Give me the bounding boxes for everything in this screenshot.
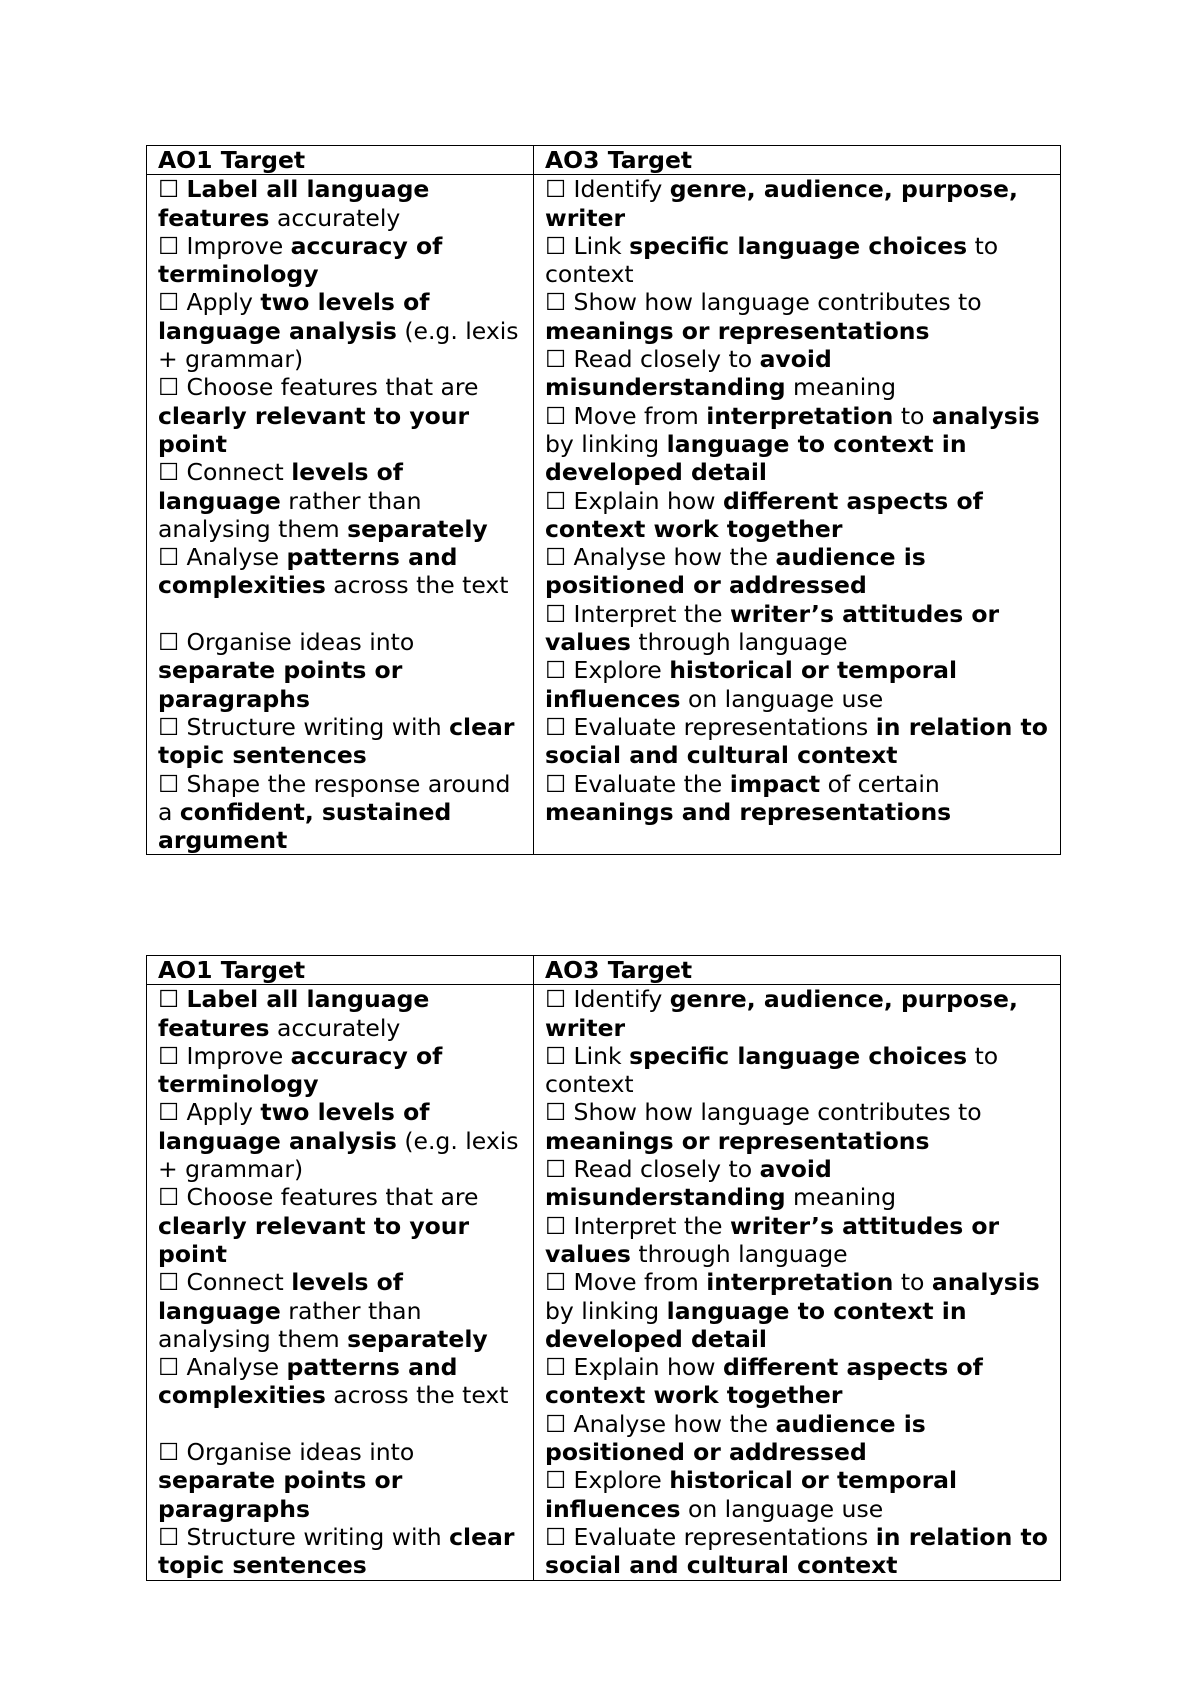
bold-text: separately	[347, 514, 488, 543]
checklist-item	[545, 232, 1051, 289]
bold-text: in relation to social and cultural context	[545, 712, 1048, 770]
text: ☐ Identify	[545, 175, 670, 204]
text: rather than analysing them	[158, 1296, 422, 1353]
bold-text: historical or temporal influences	[545, 656, 958, 713]
text: ☐ Evaluate representations	[545, 1522, 876, 1551]
target-table	[146, 145, 1061, 855]
text: ☐ Connect	[158, 458, 292, 487]
checklist-item	[158, 1523, 524, 1580]
bold-text: specific language choices	[629, 231, 968, 260]
bold-text: audience is positioned or addressed	[545, 543, 926, 600]
bold-text: historical or temporal influences	[545, 1466, 958, 1523]
bold-text: two levels of language analysis	[158, 1098, 430, 1155]
checklist-item	[158, 1042, 524, 1099]
checklist-item	[158, 1438, 524, 1523]
text: accurately	[269, 1013, 401, 1042]
bold-text: meanings or representations	[545, 316, 930, 345]
checklist-item	[545, 713, 1051, 770]
checklist-item	[158, 770, 524, 855]
checklist-item	[158, 1183, 524, 1268]
checklist-item	[158, 175, 524, 232]
bold-text: clearly relevant to your point	[158, 1211, 470, 1268]
ao3-target-list	[534, 175, 1061, 855]
text: ☐ Improve	[158, 1041, 291, 1070]
checklist-item	[158, 1098, 524, 1183]
ao1-target-list	[147, 985, 534, 1580]
checklist-item	[545, 1212, 1051, 1269]
text: on language use	[680, 1494, 884, 1523]
checklist-item	[158, 628, 524, 713]
checklist-item	[545, 1268, 1051, 1353]
text: to context	[545, 1041, 999, 1099]
bold-text: writer’s attitudes or values	[545, 599, 1000, 657]
bold-text: genre, audience, purpose, writer	[545, 985, 1018, 1042]
text: ☐ Explain how	[545, 486, 723, 515]
checklist-item	[545, 1098, 1051, 1155]
bold-text: levels of language	[158, 458, 404, 515]
text: ☐ Choose features that are	[158, 373, 479, 402]
bold-text: language to context in developed detail	[545, 1296, 967, 1353]
checklist-item	[158, 373, 524, 458]
bold-text: audience is positioned or addressed	[545, 1409, 926, 1467]
text: to	[893, 401, 932, 430]
bold-text: separate points or paragraphs	[158, 1466, 403, 1523]
checklist-item	[545, 1466, 1051, 1523]
text: ☐ Evaluate the	[545, 769, 730, 798]
text: of certain	[820, 769, 940, 798]
bold-text: interpretation	[706, 401, 894, 430]
text: on language use	[680, 684, 884, 713]
checklist-item	[545, 1042, 1051, 1099]
bold-text: in relation to social and cultural context	[545, 1522, 1048, 1580]
text: ☐ Explore	[545, 1466, 670, 1495]
blank-line	[158, 1410, 524, 1438]
text: by linking	[545, 1296, 667, 1325]
text: ☐ Show how language contributes to	[545, 288, 982, 317]
text: to	[893, 1268, 932, 1297]
text: ☐ Structure writing with	[158, 712, 450, 741]
bold-text: avoid misunderstanding	[545, 1155, 832, 1212]
text: ☐ Analyse	[158, 1353, 287, 1382]
text: by linking	[545, 429, 667, 458]
bold-text: Label all language features	[158, 985, 430, 1042]
text: ☐ Shape the response around a	[158, 769, 511, 826]
bold-text: clear topic sentences	[158, 712, 515, 770]
target-table	[146, 955, 1061, 1581]
bold-text: accuracy of terminology	[158, 1041, 443, 1099]
checklist-item	[545, 985, 1051, 1042]
checklist-item	[545, 175, 1051, 232]
text: ☐ Read closely to	[545, 345, 760, 374]
bold-text: avoid misunderstanding	[545, 345, 832, 402]
text: ☐	[158, 175, 187, 204]
text: ☐ Choose features that are	[158, 1183, 479, 1212]
text: meaning	[785, 373, 897, 402]
ao3-header: AO3 Target	[534, 956, 1061, 985]
bold-text: impact	[729, 769, 821, 798]
checklist-item	[545, 1155, 1051, 1212]
text: ☐ Link	[545, 231, 630, 260]
bold-text: analysis	[931, 401, 1040, 430]
checklist-item	[545, 345, 1051, 402]
bold-text: separately	[347, 1324, 488, 1353]
checklist-item	[158, 543, 524, 600]
text: through language	[630, 1239, 848, 1268]
text: ☐ Explore	[545, 656, 670, 685]
text: rather than analysing them	[158, 486, 422, 543]
bold-text: levels of language	[158, 1268, 404, 1325]
bold-text: confident, sustained argument	[158, 797, 452, 855]
checklist-item	[158, 1353, 524, 1410]
checklist-item	[545, 1353, 1051, 1410]
checklist-item	[545, 770, 1051, 827]
text: ☐ Connect	[158, 1268, 292, 1297]
bold-text: language to context in developed detail	[545, 429, 967, 487]
checklist-item	[158, 288, 524, 373]
table-header-row	[147, 146, 1061, 175]
checklist-item	[545, 543, 1051, 600]
checklist-item	[158, 458, 524, 543]
text: ☐	[158, 985, 187, 1014]
text: through language	[630, 628, 848, 657]
bold-text: writer’s attitudes or values	[545, 1211, 1000, 1268]
bold-text: patterns and complexities	[158, 1353, 458, 1410]
text: accurately	[269, 203, 401, 232]
checklist-item	[545, 656, 1051, 713]
text: ☐ Structure writing with	[158, 1522, 450, 1551]
text: ☐ Identify	[545, 985, 670, 1014]
text: ☐ Organise ideas into	[158, 628, 415, 657]
bold-text: two levels of language analysis	[158, 288, 430, 345]
checklist-item	[545, 1523, 1051, 1580]
ao3-header: AO3 Target	[534, 146, 1061, 175]
bold-text: meanings and representations	[545, 797, 952, 826]
text: across the text	[325, 571, 509, 600]
text: ☐ Link	[545, 1041, 630, 1070]
bold-text: separate points or paragraphs	[158, 656, 403, 713]
table-body-row	[147, 985, 1061, 1580]
checklist-item	[158, 713, 524, 770]
text: ☐ Move from	[545, 401, 707, 430]
bold-text: meanings or representations	[545, 1126, 930, 1155]
bold-text: analysis	[931, 1268, 1040, 1297]
text: ☐ Move from	[545, 1268, 707, 1297]
checklist-item	[158, 1268, 524, 1353]
bold-text: different aspects of context work together	[545, 1353, 983, 1410]
checklist-item	[545, 402, 1051, 487]
checklist-item	[545, 1410, 1051, 1467]
text: ☐ Explain how	[545, 1353, 723, 1382]
checklist-item	[545, 288, 1051, 345]
text: ☐ Interpret the	[545, 1211, 730, 1240]
text: ☐ Apply	[158, 288, 261, 317]
bold-text: specific language choices	[629, 1041, 968, 1070]
ao1-header: AO1 Target	[147, 146, 534, 175]
bold-text: genre, audience, purpose, writer	[545, 175, 1018, 232]
bold-text: clearly relevant to your point	[158, 401, 470, 458]
text: ☐ Interpret the	[545, 599, 730, 628]
table-header-row	[147, 956, 1061, 985]
text: ☐ Improve	[158, 231, 291, 260]
bold-text: interpretation	[706, 1268, 894, 1297]
text: ☐ Organise ideas into	[158, 1438, 415, 1467]
blank-line	[158, 600, 524, 628]
checklist-item	[158, 985, 524, 1042]
text: ☐ Analyse	[158, 543, 287, 572]
text: (e.g. lexis + grammar)	[158, 316, 519, 374]
checklist-item	[158, 232, 524, 289]
text: ☐ Analyse how the	[545, 543, 776, 572]
text: to context	[545, 231, 999, 289]
text: across the text	[325, 1381, 509, 1410]
bold-text: patterns and complexities	[158, 543, 458, 600]
ao1-header: AO1 Target	[147, 956, 534, 985]
checklist-item	[545, 600, 1051, 657]
text: ☐ Show how language contributes to	[545, 1098, 982, 1127]
text: ☐ Apply	[158, 1098, 261, 1127]
bold-text: Label all language features	[158, 175, 430, 232]
bold-text: clear topic sentences	[158, 1522, 515, 1580]
ao3-target-list	[534, 985, 1061, 1580]
text: ☐ Evaluate representations	[545, 712, 876, 741]
ao1-target-list	[147, 175, 534, 855]
bold-text: accuracy of terminology	[158, 231, 443, 289]
checklist-item	[545, 487, 1051, 544]
bold-text: different aspects of context work together	[545, 486, 983, 543]
text: meaning	[785, 1183, 897, 1212]
text: ☐ Analyse how the	[545, 1409, 776, 1438]
text: ☐ Read closely to	[545, 1155, 760, 1184]
table-body-row	[147, 175, 1061, 855]
text: (e.g. lexis + grammar)	[158, 1126, 519, 1184]
